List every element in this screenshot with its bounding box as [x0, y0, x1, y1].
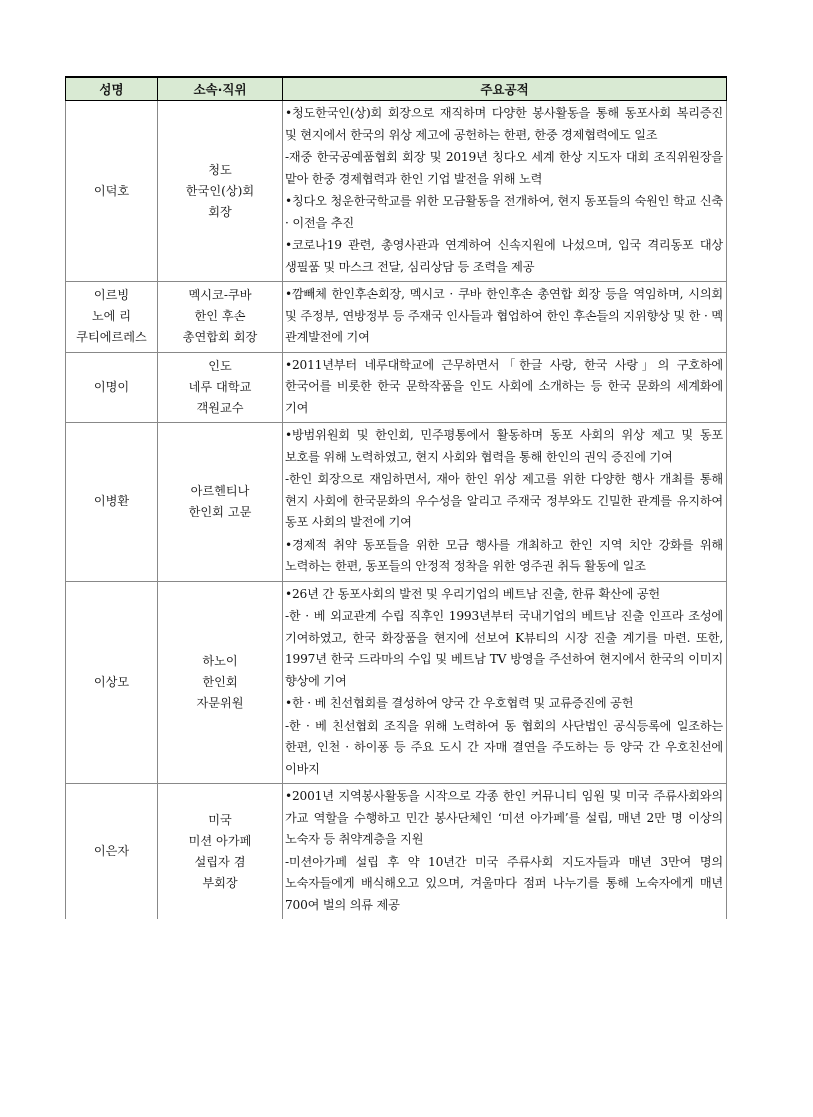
- table-row: [66, 423, 727, 582]
- affiliation-cell: 인도 네루 대학교 객원교수: [158, 352, 283, 423]
- affiliation-cell: 아르헨티나 한인회 고문: [158, 423, 283, 582]
- name-cell: 이르빙 노에 리 쿠티에르레스: [66, 282, 158, 353]
- achievement-item: -한 · 베 외교관계 수립 직후인 1993년부터 국내기업의 베트남 진출 인프라 조성에 기여하였고, 한국 화장품을 현지에 선보여 K뷰티의 시장 진출 계기를 마련. 또한, 1997년 한국 드라마의 수입 및 베트남 TV 방영을 주선하여 현지에서 한국의 이미지 향상에 기여: [285, 609, 723, 688]
- header-affiliation: 소속·직위: [158, 77, 283, 101]
- achievements-cell: [283, 784, 727, 920]
- table-row: [66, 581, 727, 784]
- achievements-cell: [283, 101, 727, 282]
- achievement-item: -재중 한국공예품협회 회장 및 2019년 칭다오 세계 한상 지도자 대회 조직위원장을 맡아 한중 경제협력과 한인 기업 발전을 위해 노력: [285, 150, 723, 186]
- achievements-cell: [283, 423, 727, 582]
- affiliation-cell: 하노이 한인회 자문위원: [158, 581, 283, 784]
- achievement-item: •청도한국인(상)회 회장으로 재직하며 다양한 봉사활동을 통해 동포사회 복리증진 및 현지에서 한국의 위상 제고에 공헌하는 한편, 한중 경제협력에도 일조: [285, 106, 723, 142]
- achievement-item: •방범위원회 및 한인회, 민주평통에서 활동하며 동포 사회의 위상 제고 및 동포 보호를 위해 노력하였고, 현지 사회와 협력을 통해 한인의 권익 증진에 기여: [285, 428, 723, 464]
- achievement-item: -한인 회장으로 재임하면서, 재아 한인 위상 제고를 위한 다양한 행사 개최를 통해 현지 사회에 한국문화의 우수성을 알리고 주재국 정부와도 긴밀한 관계를 유지하여 동포 사회의 발전에 기여: [285, 472, 723, 529]
- achievement-item: •깜빼체 한인후손회장, 멕시코 · 쿠바 한인후손 총연합 회장 등을 역임하며, 시의회 및 주정부, 연방정부 등 주재국 인사들과 협업하여 한인 후손들의 지위향상 및 한 · 멕 관계발전에 기여: [285, 287, 723, 344]
- header-achievements: 주요공적: [283, 77, 727, 101]
- table-row: [66, 784, 727, 920]
- achievement-item: •코로나19 관련, 총영사관과 연계하여 신속지원에 나섰으며, 입국 격리동포 대상 생필품 및 마스크 전달, 심리상담 등 조력을 제공: [285, 238, 723, 274]
- achievements-cell: [283, 581, 727, 784]
- achievement-item: •2011년부터 네루대학교에 근무하면서「한글 사랑, 한국 사랑」의 구호하에 한국어를 비롯한 한국 문학작품을 인도 사회에 소개하는 등 한국 문화의 세계화에 기여: [285, 357, 723, 415]
- name-cell: 이덕호: [66, 101, 158, 282]
- table-row: [66, 352, 727, 423]
- table-row: [66, 101, 727, 282]
- achievements-cell: [283, 352, 727, 423]
- achievement-item: -한 · 베 친선협회 조직을 위해 노력하여 동 협회의 사단법인 공식등록에 일조하는 한편, 인천 · 하이퐁 등 주요 도시 간 자매 결연을 주도하는 등 양국 간 우호친선에 이바지: [285, 718, 723, 776]
- header-name: 성명: [66, 77, 158, 101]
- name-cell: 이은자: [66, 784, 158, 920]
- affiliation-cell: 미국 미션 아가페 설립자 겸 부회장: [158, 784, 283, 920]
- affiliation-cell: 멕시코-쿠바 한인 후손 총연합회 회장: [158, 282, 283, 353]
- achievement-item: •칭다오 청운한국학교를 위한 모금활동을 전개하여, 현지 동포들의 숙원인 학교 신축 · 이전을 추진: [285, 194, 723, 230]
- affiliation-cell: 청도 한국인(상)회 회장: [158, 101, 283, 282]
- name-cell: 이상모: [66, 581, 158, 784]
- table-row: [66, 282, 727, 353]
- name-cell: 이명이: [66, 352, 158, 423]
- achievement-item: •26년 간 동포사회의 발전 및 우리기업의 베트남 진출, 한류 확산에 공헌: [285, 586, 660, 601]
- achievements-cell: [283, 282, 727, 353]
- achievement-item: •경제적 취약 동포들을 위한 모금 행사를 개최하고 한인 지역 치안 강화를 위해 노력하는 한편, 동포들의 안정적 정착을 위한 영주권 취득 활동에 일조: [285, 537, 723, 573]
- header-row: [66, 77, 727, 101]
- achievement-item: •한 · 베 친선협회를 결성하여 양국 간 우호협력 및 교류증진에 공헌: [285, 696, 634, 710]
- award-table: [65, 76, 727, 919]
- achievement-item: -미션아가페 설립 후 약 10년간 미국 주류사회 지도자들과 매년 3만여 명의 노숙자들에게 배식해오고 있으며, 겨울마다 점퍼 나누기를 통해 노숙자에게 매년 700여 벌의 의류 제공: [285, 854, 723, 912]
- name-cell: 이병환: [66, 423, 158, 582]
- achievement-item: •2001년 지역봉사활동을 시작으로 각종 한인 커뮤니티 임원 및 미국 주류사회와의 가교 역할을 수행하고 민간 봉사단체인 ‘미션 아가페’를 설립, 매년 2만 명 이상의 노숙자 등 취약계층을 지원: [285, 789, 723, 846]
